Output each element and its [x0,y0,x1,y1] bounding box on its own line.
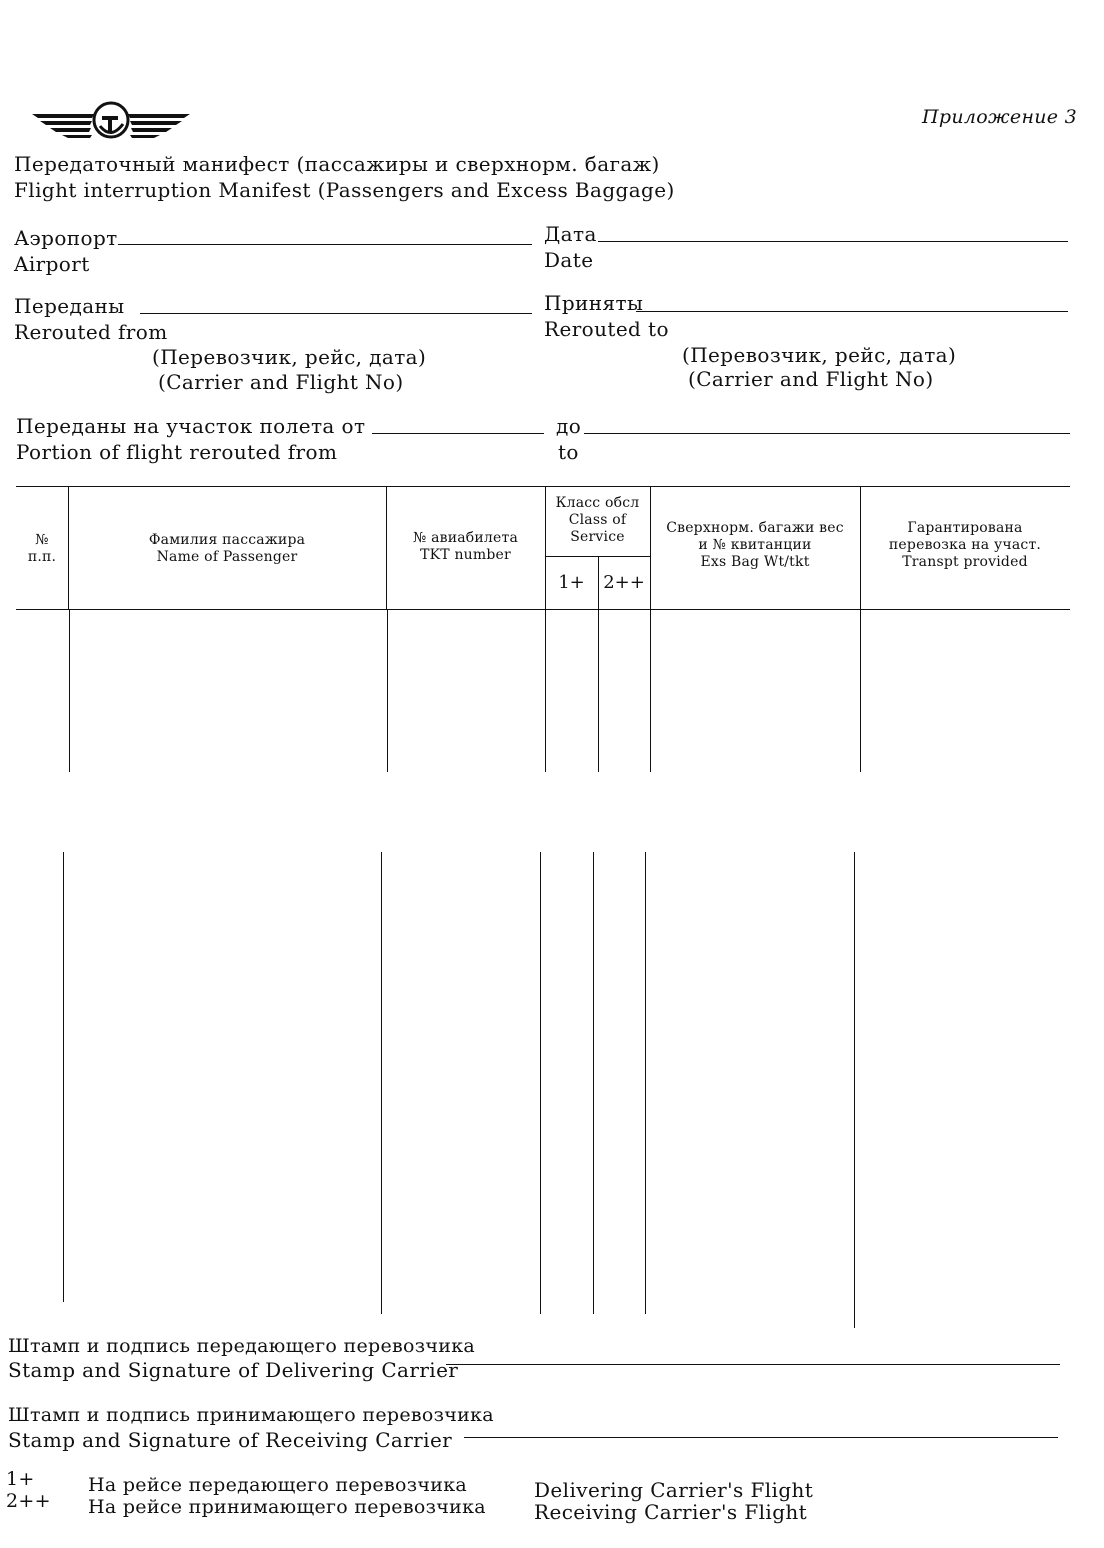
date-label-en: Date [544,248,594,272]
table-body-divider [63,852,64,1302]
legend-desc-1-en: Delivering Carrier's Flight [534,1478,814,1502]
portion-label-en: Portion of flight rerouted from [16,440,338,464]
portion-to-field-line[interactable] [584,433,1070,434]
table-body-divider [860,610,861,772]
portion-to-label-ru: до [556,414,582,438]
table-header-bottom-border [16,609,1070,610]
to-field-line[interactable] [636,311,1068,312]
from-label-ru: Переданы [14,294,125,318]
to-label-ru: Приняты [544,291,644,315]
portion-label-ru: Переданы на участок полета от [16,414,366,438]
receiving-signature-line[interactable] [464,1437,1058,1438]
delivering-signature-line[interactable] [446,1364,1060,1365]
col-header-excess-baggage: Сверхнорм. багажи вес и № квитанции Exs Bag Wt/tkt [666,520,844,570]
receiving-signature-label-ru: Штамп и подпись принимающего перевозчика [8,1404,494,1426]
portion-from-field-line[interactable] [372,433,544,434]
table-body-divider [645,852,646,1314]
date-field-line[interactable] [598,241,1068,242]
table-body-divider [381,852,382,1314]
airport-label-ru: Аэропорт [14,226,118,250]
to-carrier-note-en: (Carrier and Flight No) [688,367,934,391]
table-body-divider [387,610,388,772]
col-header-number: № п.п. [27,532,57,565]
appendix-label: Приложение 3 [922,106,1078,128]
col-header-class-2: 2++ [603,572,645,593]
col-header-ticket-number: № авиабилета TKT number [412,530,519,563]
from-label-en: Rerouted from [14,320,168,344]
col-header-transport: Гарантирована перевозка на участ. Transpt provided [888,520,1042,570]
table-top-border [16,486,1070,487]
airline-logo [28,96,194,144]
date-label-ru: Дата [544,222,597,246]
delivering-signature-label-en: Stamp and Signature of Delivering Carrier [8,1358,459,1382]
table-body-divider [593,852,594,1314]
airport-label-en: Airport [14,252,90,276]
from-carrier-note-en: (Carrier and Flight No) [158,370,404,394]
table-body-divider [598,610,599,772]
airport-field-line[interactable] [118,244,532,245]
legend-mark-1: 1+ [6,1468,35,1490]
legend-mark-2: 2++ [6,1490,51,1512]
to-carrier-note-ru: (Перевозчик, рейс, дата) [682,343,957,367]
portion-to-label-en: to [558,440,579,464]
table-body-divider [540,852,541,1314]
form-title-en: Flight interruption Manifest (Passengers and Excess Baggage) [14,178,675,202]
to-label-en: Rerouted to [544,317,669,341]
table-body-divider [69,610,70,772]
legend-desc-2-ru: На рейсе принимающего перевозчика [88,1496,486,1518]
delivering-signature-label-ru: Штамп и подпись передающего перевозчика [8,1335,476,1357]
table-body-divider [854,852,855,1328]
form-title-ru: Передаточный манифест (пассажиры и сверхнорм. багаж) [14,152,660,176]
receiving-signature-label-en: Stamp and Signature of Receiving Carrier [8,1428,453,1452]
from-field-line[interactable] [140,313,532,314]
col-header-passenger-name: Фамилия пассажира Name of Passenger [148,532,306,565]
table-body-divider [650,610,651,772]
legend-desc-2-en: Receiving Carrier's Flight [534,1500,808,1524]
legend-desc-1-ru: На рейсе передающего перевозчика [88,1474,467,1496]
col-header-class-1: 1+ [558,572,585,593]
from-carrier-note-ru: (Перевозчик, рейс, дата) [152,345,427,369]
table-body-divider [545,610,546,772]
col-header-class: Класс обсл Class of Service [555,495,640,545]
